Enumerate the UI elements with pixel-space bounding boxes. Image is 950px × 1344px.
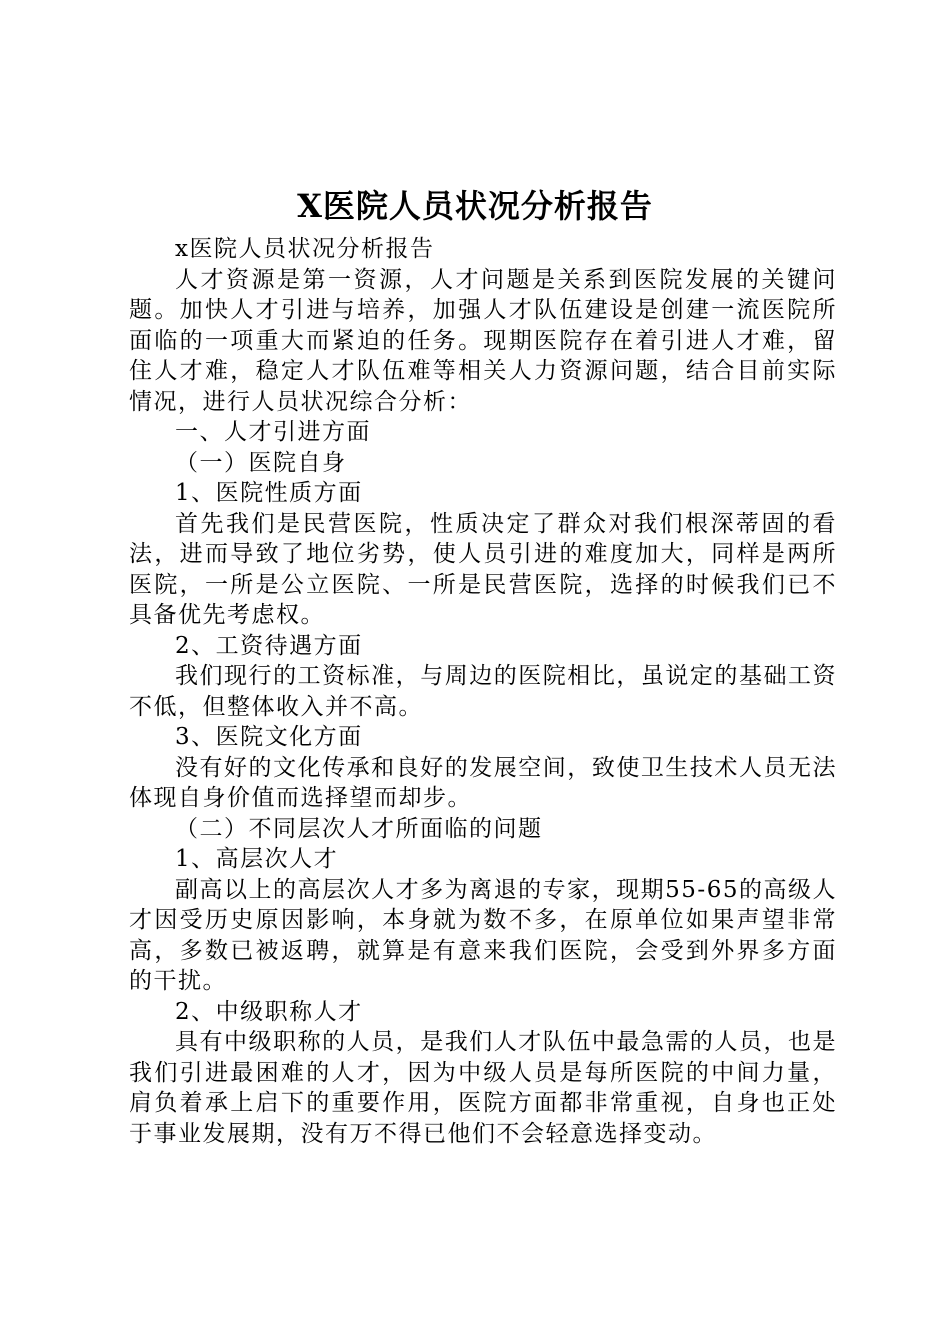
item-heading: 3、医院文化方面 <box>175 724 363 750</box>
item-heading: 2、工资待遇方面 <box>175 632 363 659</box>
intro-paragraph: 人才资源是第一资源，人才问题是关系到医院发展的关键问题。加快人才引进与培养，加强人才队伍建设是创建一流医院所面临的一项重大而紧迫的任务。现期医院存在着引进人才难，留住人才难，稳定人才队伍难等相关人力资源问题，结合目前实际情况，进行人员状况综合分析： <box>129 266 837 415</box>
document-body <box>129 234 837 1149</box>
body-paragraph: 我们现行的工资标准，与周边的医院相比，虽说定的基础工资不低，但整体收入并不高。 <box>129 663 837 720</box>
item-heading: 1、高层次人才 <box>175 846 339 872</box>
item-heading: 2、中级职称人才 <box>175 998 363 1025</box>
section-heading: 一、人才引进方面 <box>175 419 371 445</box>
body-paragraph: 具有中级职称的人员，是我们人才队伍中最急需的人员，也是我们引进最困难的人才，因为中级人员是每所医院的中间力量，肩负着承上启下的重要作用，医院方面都非常重视，自身也正处于事业发展期，没有万不得已他们不会轻意选择变动。 <box>129 1029 837 1147</box>
document-title: X医院人员状况分析报告 <box>297 187 653 225</box>
body-paragraph: 没有好的文化传承和良好的发展空间，致使卫生技术人员无法体现自身价值而选择望而却步。 <box>129 754 837 811</box>
body-paragraph: 首先我们是民营医院，性质决定了群众对我们根深蒂固的看法，进而导致了地位劣势，使人员引进的难度加大，同样是两所医院，一所是公立医院、一所是民营医院，选择的时候我们已不具备优先考虑权。 <box>129 510 837 628</box>
item-heading: 1、医院性质方面 <box>175 480 363 506</box>
subsection-heading: （一）医院自身 <box>175 449 347 476</box>
subsection-heading: （二）不同层次人才所面临的问题 <box>175 815 543 842</box>
subtitle-paragraph: x医院人员状况分析报告 <box>175 236 435 262</box>
body-paragraph: 副高以上的高层次人才多为离退的专家，现期55-65的高级人才因受历史原因影响，本身就为数不多，在原单位如果声望非常高，多数已被返聘，就算是有意来我们医院，会受到外界多方面的干扰。 <box>129 876 837 994</box>
